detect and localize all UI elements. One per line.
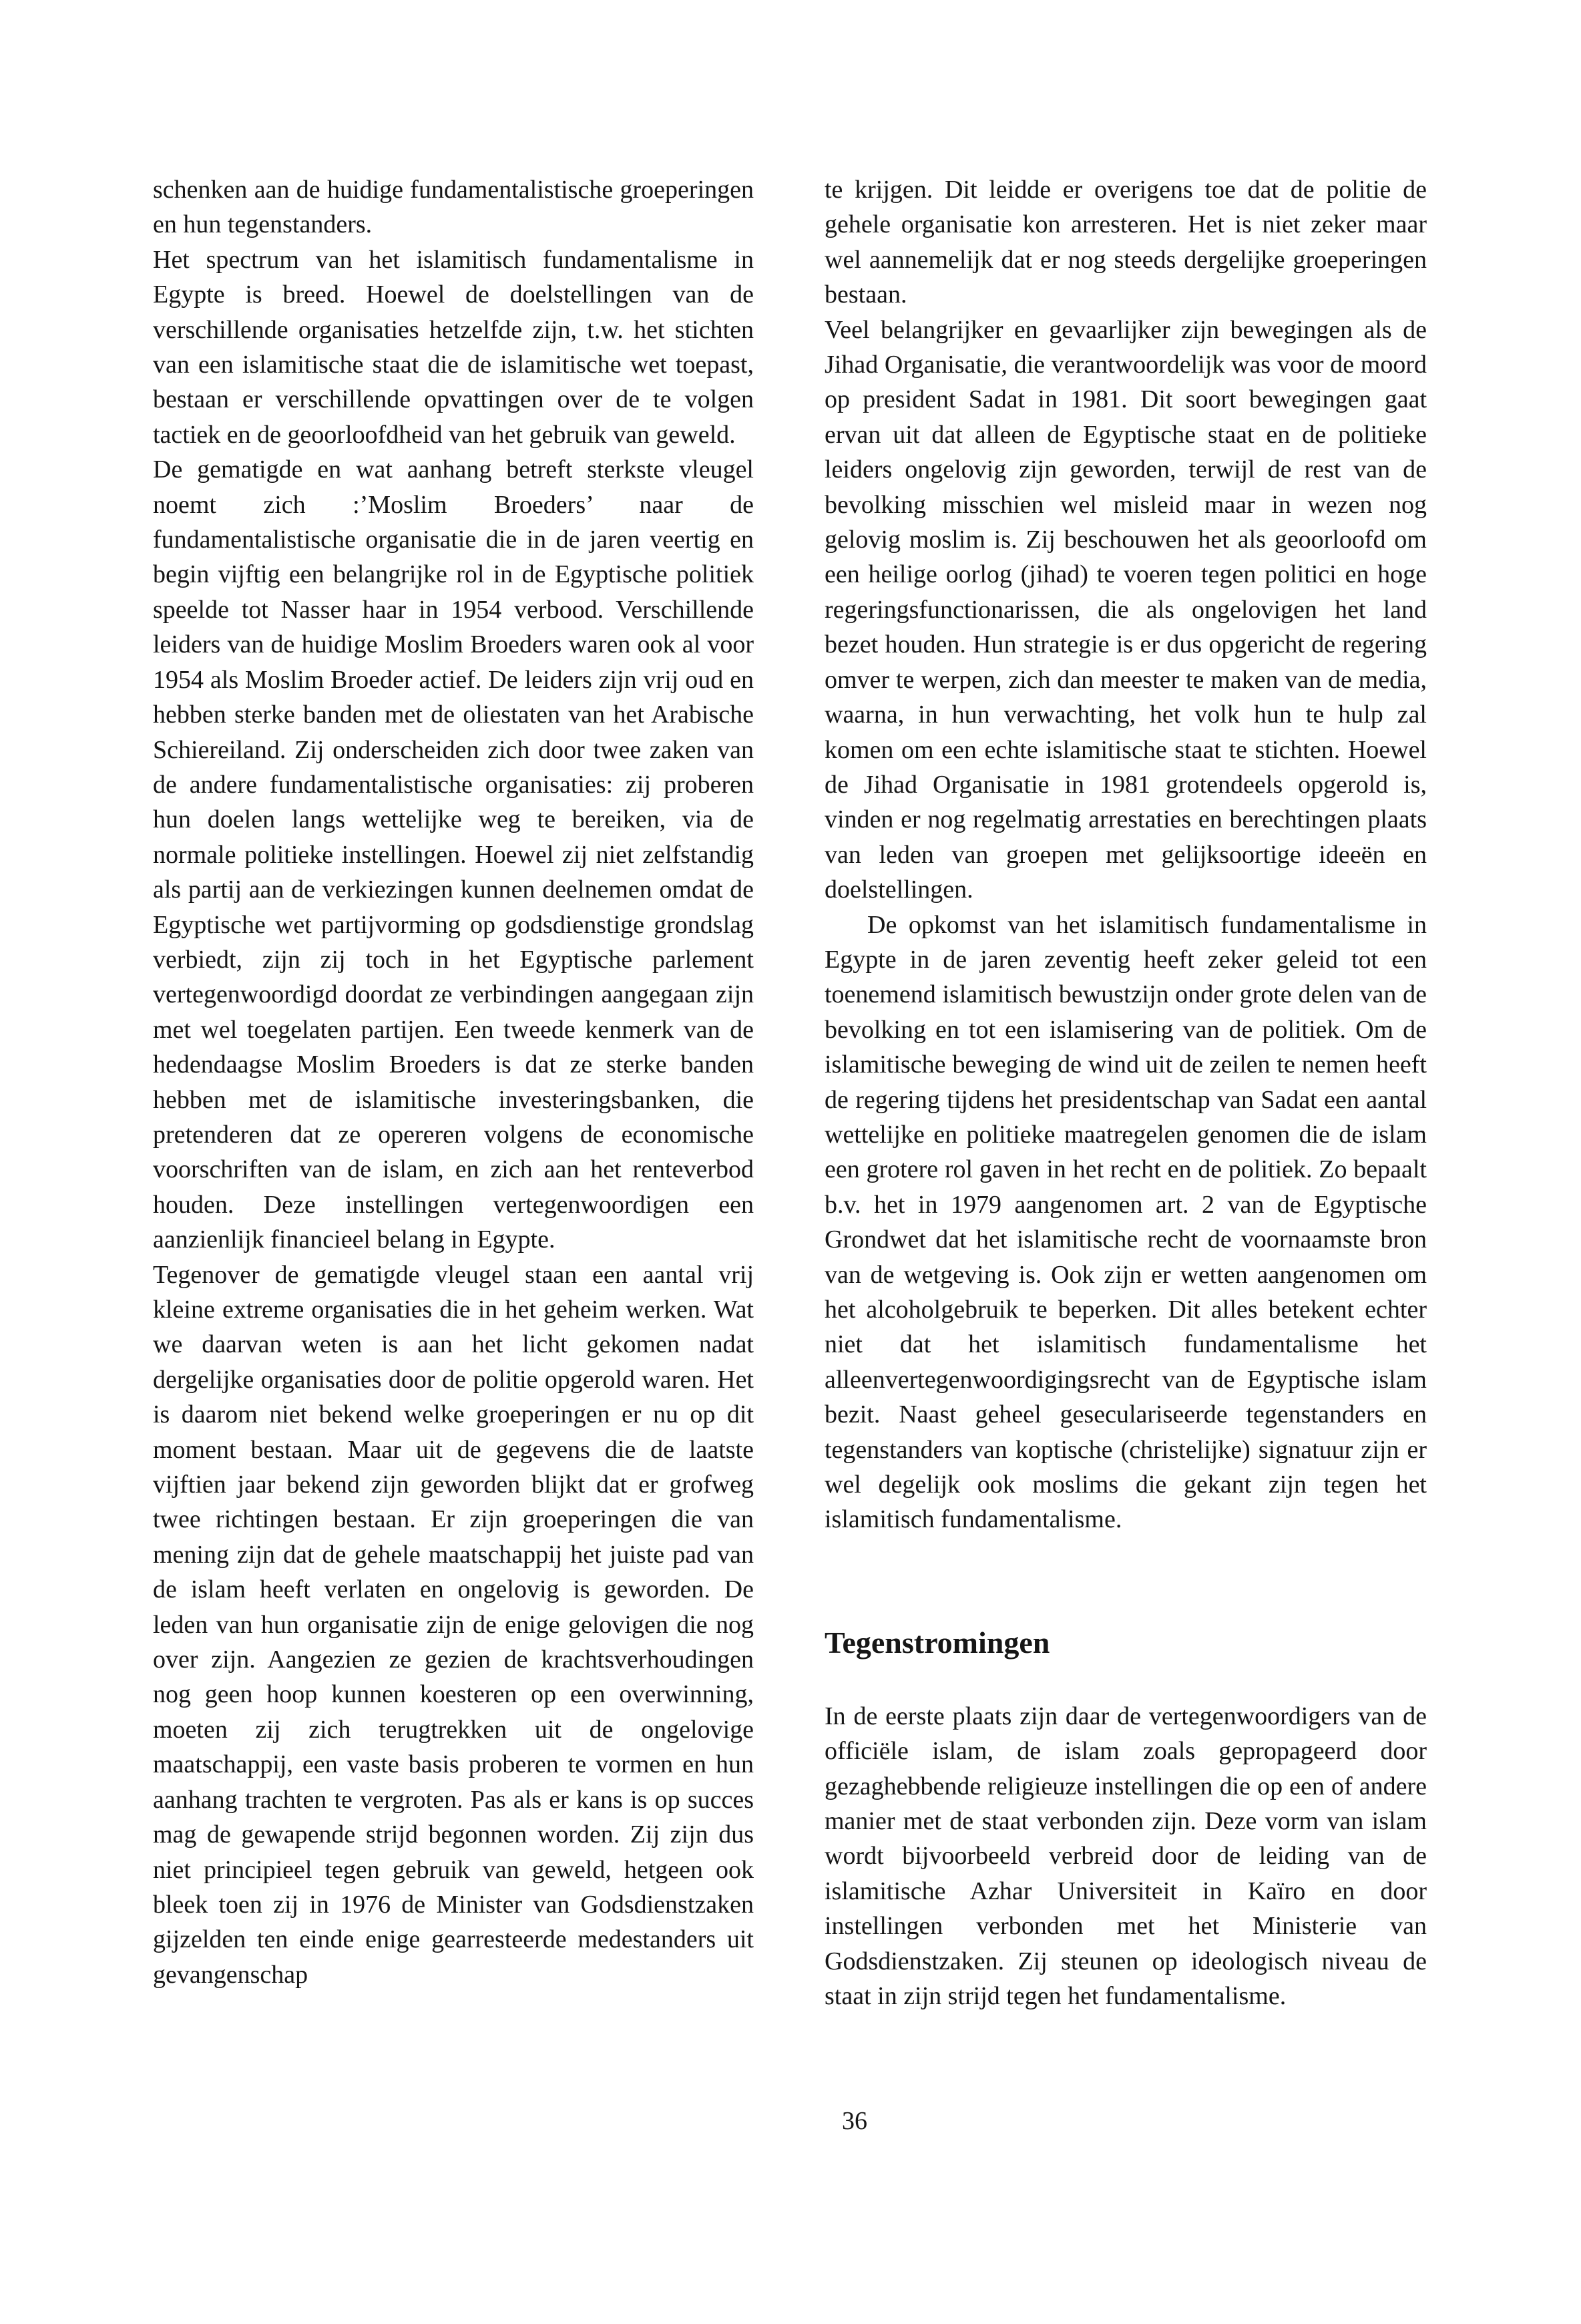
paragraph: Het spectrum van het islamitisch fundamentalisme in Egypte is breed. Hoewel de doelstellingen van de verschillende organisaties hetzelfde zijn, t.w. het stichten van een islamitische staat die de islamitische wet toepast, bestaan er verschillende opvattingen over de te volgen tactiek en de geoorloofdheid van het gebruik van geweld. [153,245,754,449]
paragraph: Veel belangrijker en gevaarlijker zijn bewegingen als de Jihad Organisatie, die verantwoordelijk was voor de moord op president Sadat in 1981. Dit soort bewegingen gaat ervan uit dat alleen de Egyptische staat en de politieke leiders ongelovig zijn geworden, terwijl de rest van de bevolking misschien wel misleid maar in wezen nog gelovig moslim is. Zij beschouwen het als geoorloofd om een heilige oorlog (jihad) te voeren tegen politici en hoge regeringsfunctionarissen, die als ongelovigen het land bezet houden. Hun strategie is er dus opgericht de regering omver te werpen, zich dan meester te maken van de media, waarna, in hun verwachting, het volk hun te hulp zal komen om een echte islamitische staat te stichten. Hoewel de Jihad Organisatie in 1981 grotendeels opgerold is, vinden er nog regelmatig arrestaties en berechtingen plaats van leden van groepen met gelijksoortige ideeën en doelstellingen. [825,315,1427,904]
paragraph: Tegenover de gematigde vleugel staan een aantal vrij kleine extreme organisaties die in het geheim werken. Wat we daarvan weten is aan het licht gekomen nadat dergelijke organisaties door de politie opgerold waren. Het is daarom niet bekend welke groeperingen er nu op dit moment bestaan. Maar uit de gegevens die de laatste vijftien jaar bekend zijn geworden blijkt dat er grofweg twee richtingen bestaan. Er zijn groeperingen die van mening zijn dat de gehele maatschappij het juiste pad van de islam heeft verlaten en ongelovig is geworden. De leden van hun organisatie zijn de enige gelovigen die nog over zijn. Aangezien ze gezien de krachtsverhoudingen nog geen hoop kunnen koesteren op een overwinning, moeten zij zich terugtrekken uit de ongelovige maatschappij, een vaste basis proberen te vormen en hun aanhang trachten te vergroten. Pas als er kans is op succes mag de gewapende strijd begonnen worden. Zij zijn dus niet principieel tegen gebruik van geweld, hetgeen ook bleek toen zij in 1976 de Minister van Godsdienstzaken gijzelden ten einde enige gearresteerde medestanders uit gevangenschap [153,1260,754,1989]
right-text-column [825,172,1427,2014]
paragraph: De opkomst van het islamitisch fundamentalisme in Egypte in de jaren zeventig heeft zeker geleid tot een toenemend islamitisch bewustzijn onder grote delen van de bevolking en tot een islamisering van de politiek. Om de islamitische beweging de wind uit de zeilen te nemen heeft de regering tijdens het presidentschap van Sadat een aantal wettelijke en politieke maatregelen genomen die de islam een grotere rol gaven in het recht en de politiek. Zo bepaalt b.v. het in 1979 aangenomen art. 2 van de Egyptische Grondwet dat het islamitische recht de voornaamste bron van de wetgeving is. Ook zijn er wetten aangenomen om het alcoholgebruik te beperken. Dit alles betekent echter niet dat het islamitisch fundamentalisme het alleenvertegenwoordigingsrecht van de Egyptische islam bezit. Naast geheel geseculariseerde tegenstanders en tegenstanders van koptische (christelijke) signatuur zijn er wel degelijk ook moslims die gekant zijn tegen het islamitisch fundamentalisme. [825,910,1427,1534]
paragraph: schenken aan de huidige fundamentalistische groeperingen en hun tegenstanders. [153,176,754,239]
paragraph: In de eerste plaats zijn daar de vertegenwoordigers van de officiële islam, de islam zoals gepropageerd door gezaghebbende religieuze instellingen die op een of andere manier met de staat verbonden zijn. Deze vorm van islam wordt bijvoorbeeld verbreid door de leiding van de islamitische Azhar Universiteit in Kaïro en door instellingen verbonden met het Ministerie van Godsdienstzaken. Zij steunen op ideologisch niveau de staat in zijn strijd tegen het fundamentalisme. [825,1702,1427,2011]
section-heading: Tegenstromingen [825,1625,1050,1660]
left-text-column [153,172,754,1992]
paragraph: te krijgen. Dit leidde er overigens toe dat de politie de gehele organisatie kon arresteren. Het is niet zeker maar wel aannemelijk dat er nog steeds dergelijke groeperingen bestaan. [825,176,1427,309]
page-number: 36 [842,2107,867,2135]
paragraph: De gematigde en wat aanhang betreft sterkste vleugel noemt zich :’Moslim Broeders’ naar de fundamentalistische organisatie die in de jaren veertig en begin vijftig een belangrijke rol in de Egyptische politiek speelde tot Nasser haar in 1954 verbood. Verschillende leiders van de huidige Moslim Broeders waren ook al voor 1954 als Moslim Broeder actief. De leiders zijn vrij oud en hebben sterke banden met de oliestaten van het Arabische Schiereiland. Zij onderscheiden zich door twee zaken van de andere fundamentalistische organisaties: zij proberen hun doelen langs wettelijke weg te bereiken, via de normale politieke instellingen. Hoewel zij niet zelfstandig als partij aan de verkiezingen kunnen deelnemen omdat de Egyptische wet partijvorming op godsdienstige grondslag verbiedt, zijn zij toch in het Egyptische parlement vertegenwoordigd doordat ze verbindingen aangegaan zijn met wel toegelaten partijen. Een tweede kenmerk van de hedendaagse Moslim Broeders is dat ze sterke banden hebben met de islamitische investeringsbanken, die pretenderen dat ze opereren volgens de economische voorschriften van de islam, en zich aan het renteverbod houden. Deze instellingen vertegenwoordigen een aanzienlijk financieel belang in Egypte. [153,455,754,1254]
